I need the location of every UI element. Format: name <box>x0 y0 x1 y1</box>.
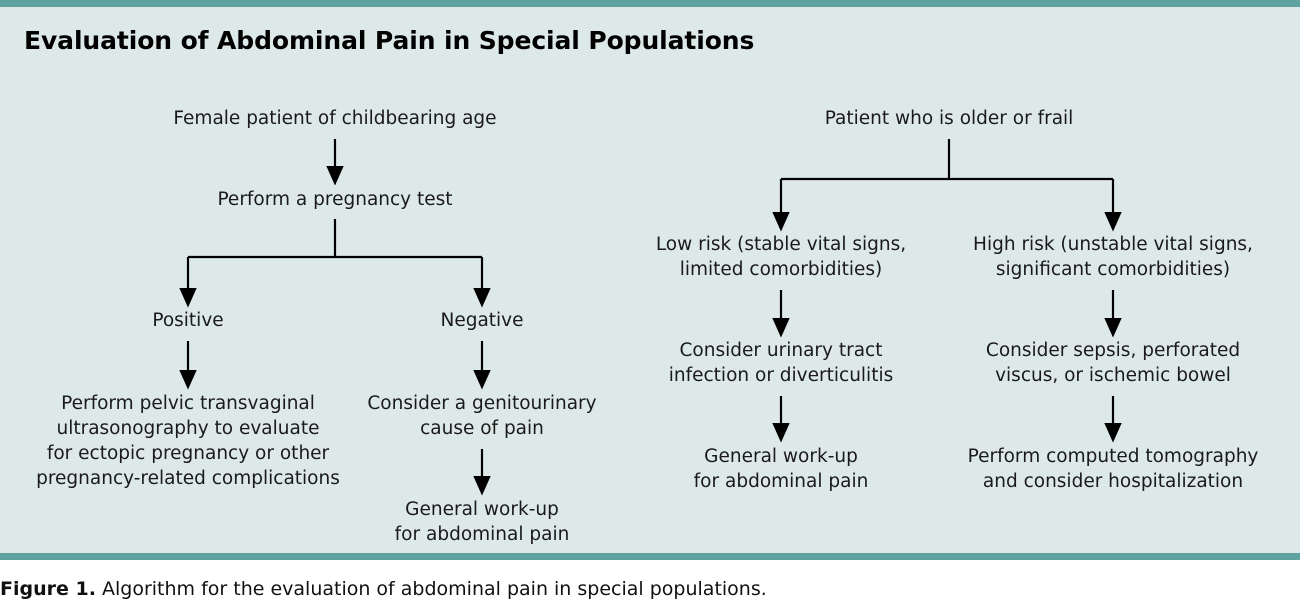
node-genitourinary-cause <box>367 393 596 439</box>
node-older-frail-patient <box>825 108 1074 129</box>
top-rule-divider <box>0 0 1300 7</box>
node-pelvic-ultrasonography <box>36 393 340 489</box>
figure-caption-text: Algorithm for the evaluation of abdominal pain in special populations. <box>101 578 767 600</box>
node-consider-uti <box>669 340 893 386</box>
node-pelvic-ultrasonography-line-1: Perform pelvic transvaginal <box>61 393 315 414</box>
node-pregnancy-test-label: Perform a pregnancy test <box>217 189 453 210</box>
node-computed-tomography-line-1: Perform computed tomography <box>967 446 1259 467</box>
node-computed-tomography-line-2: and consider hospitalization <box>982 471 1244 492</box>
node-high-risk <box>973 234 1253 280</box>
node-female-patient <box>173 108 496 129</box>
figure-title: Evaluation of Abdominal Pain in Special Populations <box>24 26 755 55</box>
node-general-workup-left-line-2: for abdominal pain <box>394 524 570 545</box>
node-pelvic-ultrasonography-line-4: pregnancy-related complications <box>36 468 340 489</box>
node-genitourinary-cause-line-2: cause of pain <box>420 418 544 439</box>
node-general-workup-right-line-1: General work-up <box>704 446 858 467</box>
node-low-risk-line-2: limited comorbidities) <box>679 259 883 280</box>
flowchart-diagram <box>0 7 1300 553</box>
node-older-frail-patient-label: Patient who is older or frail <box>824 108 1074 129</box>
node-negative <box>440 310 523 331</box>
node-positive <box>152 310 223 331</box>
node-pregnancy-test <box>217 189 452 210</box>
node-positive-label: Positive <box>152 310 224 331</box>
node-consider-sepsis-line-2: viscus, or ischemic bowel <box>995 365 1231 386</box>
node-general-workup-left-line-1: General work-up <box>405 499 559 520</box>
node-consider-sepsis-line-1: Consider sepsis, perforated <box>985 340 1241 361</box>
node-pelvic-ultrasonography-line-2: ultrasonography to evaluate <box>56 418 320 439</box>
node-low-risk <box>656 234 906 280</box>
figure-caption-label: Figure 1. <box>0 578 96 600</box>
node-general-workup-right <box>694 446 869 492</box>
node-genitourinary-cause-line-1: Consider a genitourinary <box>367 393 597 414</box>
node-general-workup-left <box>395 499 570 545</box>
node-low-risk-line-1: Low risk (stable vital signs, <box>655 234 907 255</box>
node-consider-uti-line-2: infection or diverticulitis <box>668 365 894 386</box>
node-consider-uti-line-1: Consider urinary tract <box>679 340 883 361</box>
node-negative-label: Negative <box>440 310 524 331</box>
node-consider-sepsis <box>986 340 1240 386</box>
node-pelvic-ultrasonography-line-3: for ectopic pregnancy or other <box>46 443 330 464</box>
node-computed-tomography <box>968 446 1259 492</box>
node-female-patient-label: Female patient of childbearing age <box>173 108 497 129</box>
figure-caption <box>0 578 1300 600</box>
node-high-risk-line-2: significant comorbidities) <box>995 259 1231 280</box>
bottom-rule-divider <box>0 553 1300 560</box>
node-general-workup-right-line-2: for abdominal pain <box>693 471 869 492</box>
node-high-risk-line-1: High risk (unstable vital signs, <box>973 234 1253 255</box>
